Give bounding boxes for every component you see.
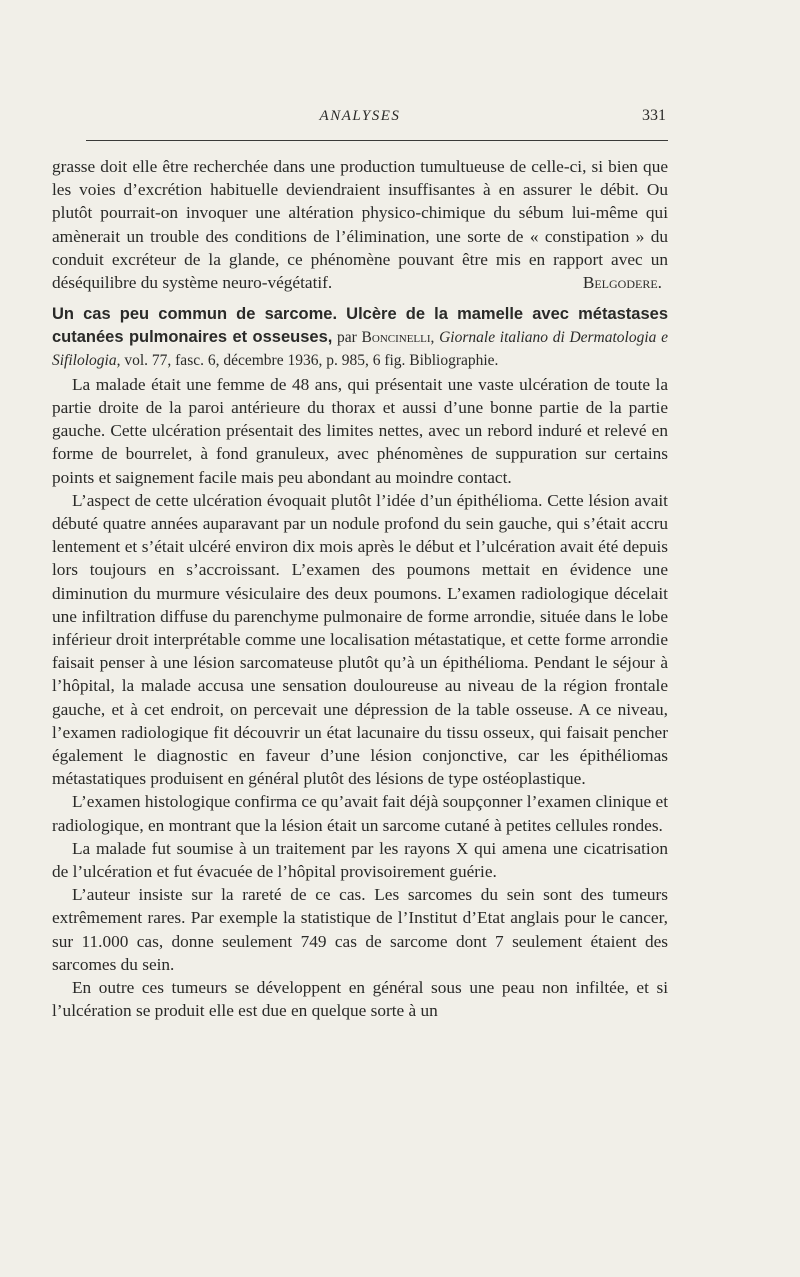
running-title: ANALYSES xyxy=(319,108,401,124)
intro-paragraph xyxy=(52,155,668,294)
article-journal: Giornale italiano di Dermatologia e Sifilologia xyxy=(52,328,668,370)
article-author: Boncinelli xyxy=(361,328,431,346)
article-sep: , xyxy=(430,328,440,346)
paragraph: L’examen histologique confirma ce qu’avait fait déjà soupçonner l’examen clinique et radiologique, en montrant que la lésion était un sarcome cutané à petites cellules rondes. xyxy=(52,792,668,835)
body-text xyxy=(52,155,668,1022)
article-by: par xyxy=(332,328,362,346)
page xyxy=(52,100,668,1021)
paragraph: En outre ces tumeurs se développent en général sous une peau non infiltée, et si l’ulcération se produit elle est due en quelque sorte à un xyxy=(52,978,668,1021)
paragraph: La malade fut soumise à un traitement par les rayons X qui amena une cicatrisation de l’ulcération et fut évacuée de l’hôpital provisoirement guérie. xyxy=(52,838,668,881)
header-rule xyxy=(86,140,668,141)
reviewer-signature: Belgodere. xyxy=(582,273,662,293)
page-number: 331 xyxy=(642,107,666,124)
running-header xyxy=(52,100,668,128)
article-title: Un cas peu commun de sarcome. Ulcère de la mamelle avec métastases cutanées pulmonaires et osseuses, xyxy=(52,305,668,346)
paragraph: L’aspect de cette ulcération évoquait plutôt l’idée d’un épithélioma. Cette lésion avait débuté quatre années auparavant par un nodule profond du sein gauche, qui s’était accru lentement et s’était ulcéré environ dix mois après le début et l’ulcération avait été depuis lors toujours en s’accroissant. L’examen des poumons mettait en évidence une diminution du murmure vésiculaire des deux poumons. L’examen radiologique décelait une infiltration diffuse du parenchyme pulmonaire de forme arrondie, située dans le lobe inférieur droit interprétable comme une localisation métastatique, et cette forme arrondie faisait penser à une lésion sarcomateuse plutôt qu’à un épithélioma. Pendant le séjour à l’hôpital, la malade accusa une sensation douloureuse au niveau de la région frontale gauche, et à cet endroit, on percevait une dépression de la table osseuse. A ce niveau, l’examen radiologique fit découvrir un état lacunaire du tissu osseux, qui faisait pencher également le diagnostic en faveur d’une lésion conjonctive, car les épithéliomas métastatiques produisent en général plutôt des lésions de type ostéoplastique. xyxy=(52,490,668,789)
paragraph: L’auteur insiste sur la rareté de ce cas. Les sarcomes du sein sont des tumeurs extrêmement rares. Par exemple la statistique de l’Institut d’Etat anglais pour le cancer, sur 11.000 cas, donne seulement 749 cas de sarcome dont 7 seulement étaient des sarcomes du sein. xyxy=(52,885,668,974)
article-heading xyxy=(52,303,668,373)
paragraph: La malade était une femme de 48 ans, qui présentait une vaste ulcération de toute la partie droite de la paroi antérieure du thorax et aussi d’une bonne partie de la partie gauche. Cette ulcération présentait des limites nettes, avec un rebord induré et relevé en forme de bourrelet, à fond granuleux, avec phénomènes de suppuration sur certains points et saignement facile mais peu abondant au moindre contact. xyxy=(52,374,668,487)
article-details: , vol. 77, fasc. 6, décembre 1936, p. 985, 6 fig. Bibliographie. xyxy=(116,352,499,370)
intro-paragraph-text: grasse doit elle être recherchée dans une production tumultueuse de celle-ci, si bien que les voies d’excrétion habituelle deviendraient insuffisantes à en assurer le débit. Ou plutôt pourrait-on invoquer une altération physico-chimique du sébum lui-même qui amènerait un trouble des conditions de l’élimination, une sorte de « constipation » du conduit excréteur de la glande, ce phénomène pouvant être mis en rapport avec un déséquilibre du système neuro-végétatif. xyxy=(52,157,668,293)
